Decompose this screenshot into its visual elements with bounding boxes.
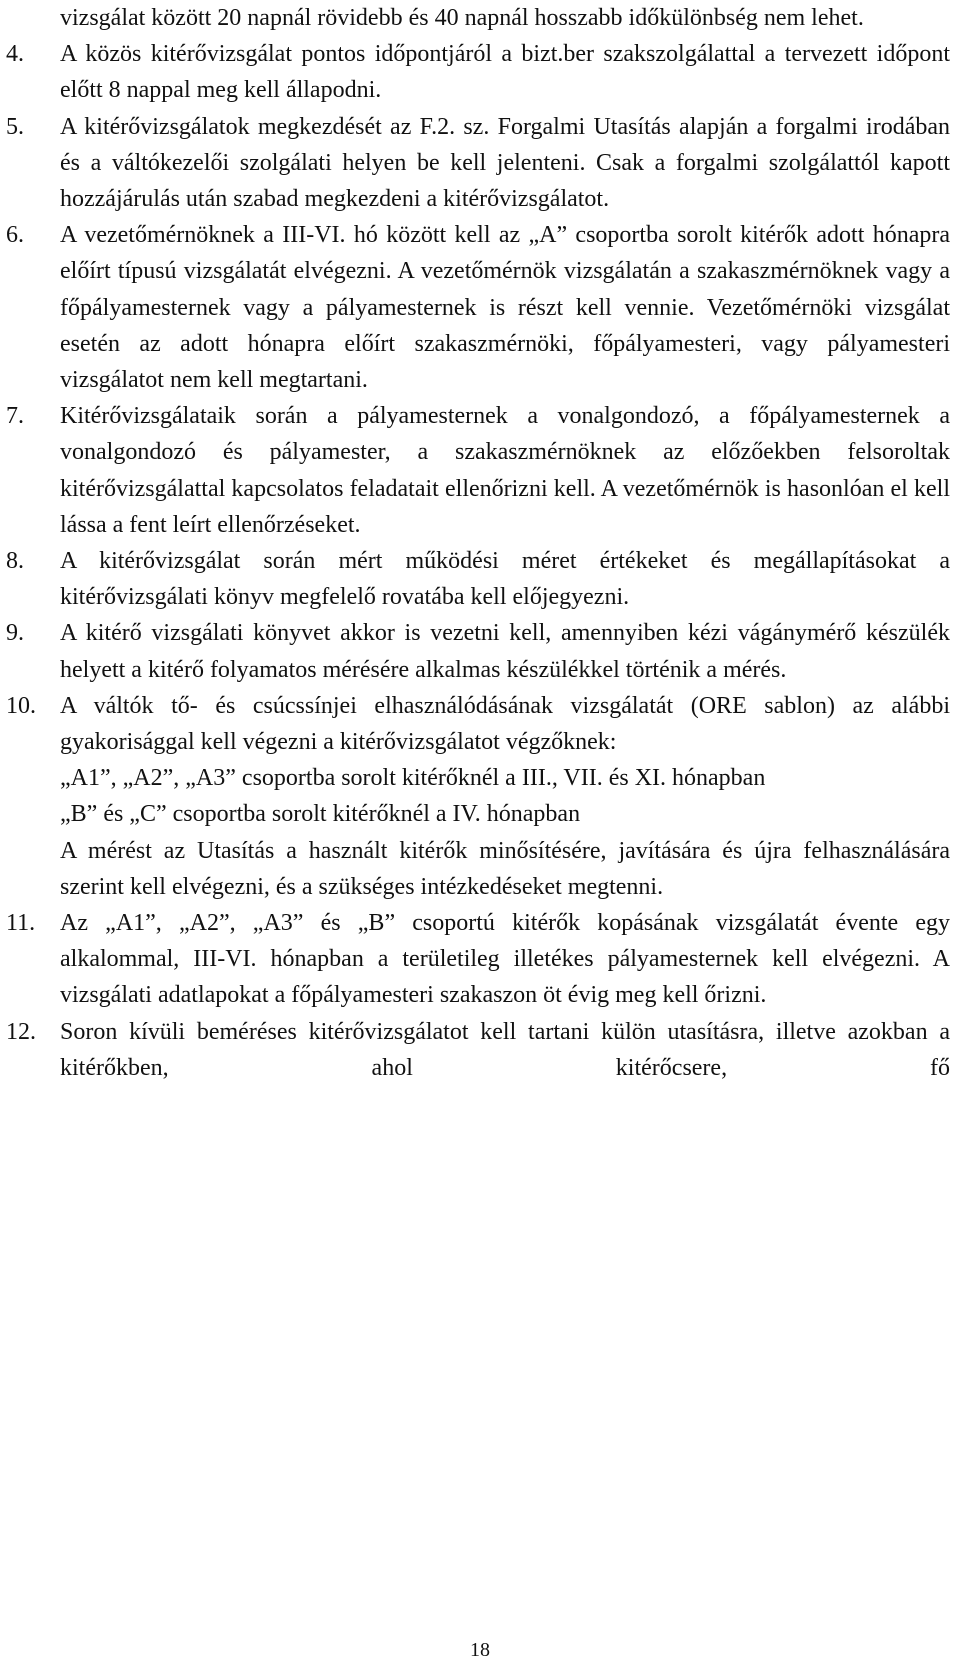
item-number: 6. <box>6 222 24 249</box>
item-number: 7. <box>6 403 24 430</box>
item-number: 12. <box>6 1018 36 1045</box>
paragraph-text: A kitérővizsgálatok megkezdését az F.2. sz. Forgalmi Utasítás alapján a forgalmi irodában és a váltókezelői szolgálati helyen be kell jelenteni. Csak a forgalmi szolgálattól kapott hozzájárulás után szabad megkezdeni a kitérővizsgálatot. <box>60 113 950 213</box>
list-item-8 <box>0 543 950 615</box>
item-number: 9. <box>6 620 24 647</box>
list-item-6 <box>0 217 950 398</box>
item-number: 4. <box>6 41 24 68</box>
paragraph-text: A váltók tő- és csúcssínjei elhasználódásának vizsgálatát (ORE sablon) az alábbi gyakorisággal kell végezni a kitérővizsgálatot végzőknek: <box>60 692 950 756</box>
continuation-paragraph <box>0 0 950 36</box>
item-number: 11. <box>6 910 36 937</box>
paragraph-text: „B” és „C” csoportba sorolt kitérőknél a IV. hónapban <box>60 801 581 828</box>
paragraph-text: A mérést az Utasítás a használt kitérők minősítésére, javítására és újra felhasználására szerint kell elvégezni, és a szükséges intézkedéseket megtenni. <box>60 837 950 900</box>
list-item-5 <box>0 109 950 218</box>
paragraph-text: Soron kívüli beméréses kitérővizsgálatot kell tartani külön utasításra, illetve azokban a kitérőkben, ahol kitérőcsere, fő <box>60 1018 950 1081</box>
paragraph-text: Kitérővizsgálataik során a pályamesternek a vonalgondozó, a főpályamesternek a vonalgondozó és pályamester, a szakaszmérnöknek az előzőekben felsoroltak kitérővizsgálattal kapcsolatos feladatait ellenőrizni kell. A vezetőmérnök is hasonlóan el kell lássa a fent leírt ellenőrzéseket. <box>60 403 950 538</box>
paragraph-text: vizsgálat között 20 napnál rövidebb és 40 napnál hosszabb időkülönbség nem lehet. <box>60 5 864 31</box>
item-number: 10. <box>6 692 36 719</box>
list-item-12 <box>0 1014 950 1086</box>
list-item-7 <box>0 398 950 543</box>
paragraph-text: A kitérő vizsgálati könyvet akkor is vezetni kell, amennyiben kézi vágánymérő készülék helyett a kitérő folyamatos mérésére alkalmas készülékkel történik a mérés. <box>60 620 950 683</box>
list-item-11 <box>0 905 950 1014</box>
item-number: 5. <box>6 113 24 140</box>
page-number: 18 <box>470 1639 490 1661</box>
list-item-10 <box>0 688 950 905</box>
list-item-9 <box>0 615 950 687</box>
paragraph-text: Az „A1”, „A2”, „A3” és „B” csoportú kitérők kopásának vizsgálatát évente egy alkalommal, III-VI. hónapban a területileg illetékes pályamesternek kell elvégezni. A vizsgálati adatlapokat a főpályamesteri szakaszon öt évig meg kell őrizni. <box>60 910 950 1009</box>
paragraph-text: A kitérővizsgálat során mért működési méret értékeket és megállapításokat a kitérővizsgálati könyv megfelelő rovatába kell előjegyezni. <box>60 548 950 611</box>
paragraph-text: A közös kitérővizsgálat pontos időpontjáról a bizt.ber szakszolgálattal a tervezett időpont előtt 8 nappal meg kell állapodni. <box>60 41 950 104</box>
paragraph-text: „A1”, „A2”, „A3” csoportba sorolt kitérőknél a III., VII. és XI. hónapban <box>60 765 766 792</box>
list-item-4 <box>0 36 950 108</box>
item-number: 8. <box>6 548 24 575</box>
paragraph-text: A vezetőmérnöknek a III-VI. hó között kell az „A” csoportba sorolt kitérők adott hónapra előírt típusú vizsgálatát elvégezni. A vezetőmérnök vizsgálatán a szakaszmérnöknek vagy a főpályamesternek vagy a pályamesternek is részt kell vennie. Vezetőmérnöki vizsgálat esetén az adott hónapra előírt szakaszmérnöki, főpályamesteri, vagy pályamesteri vizsgálatot nem kell megtartani. <box>60 222 950 394</box>
